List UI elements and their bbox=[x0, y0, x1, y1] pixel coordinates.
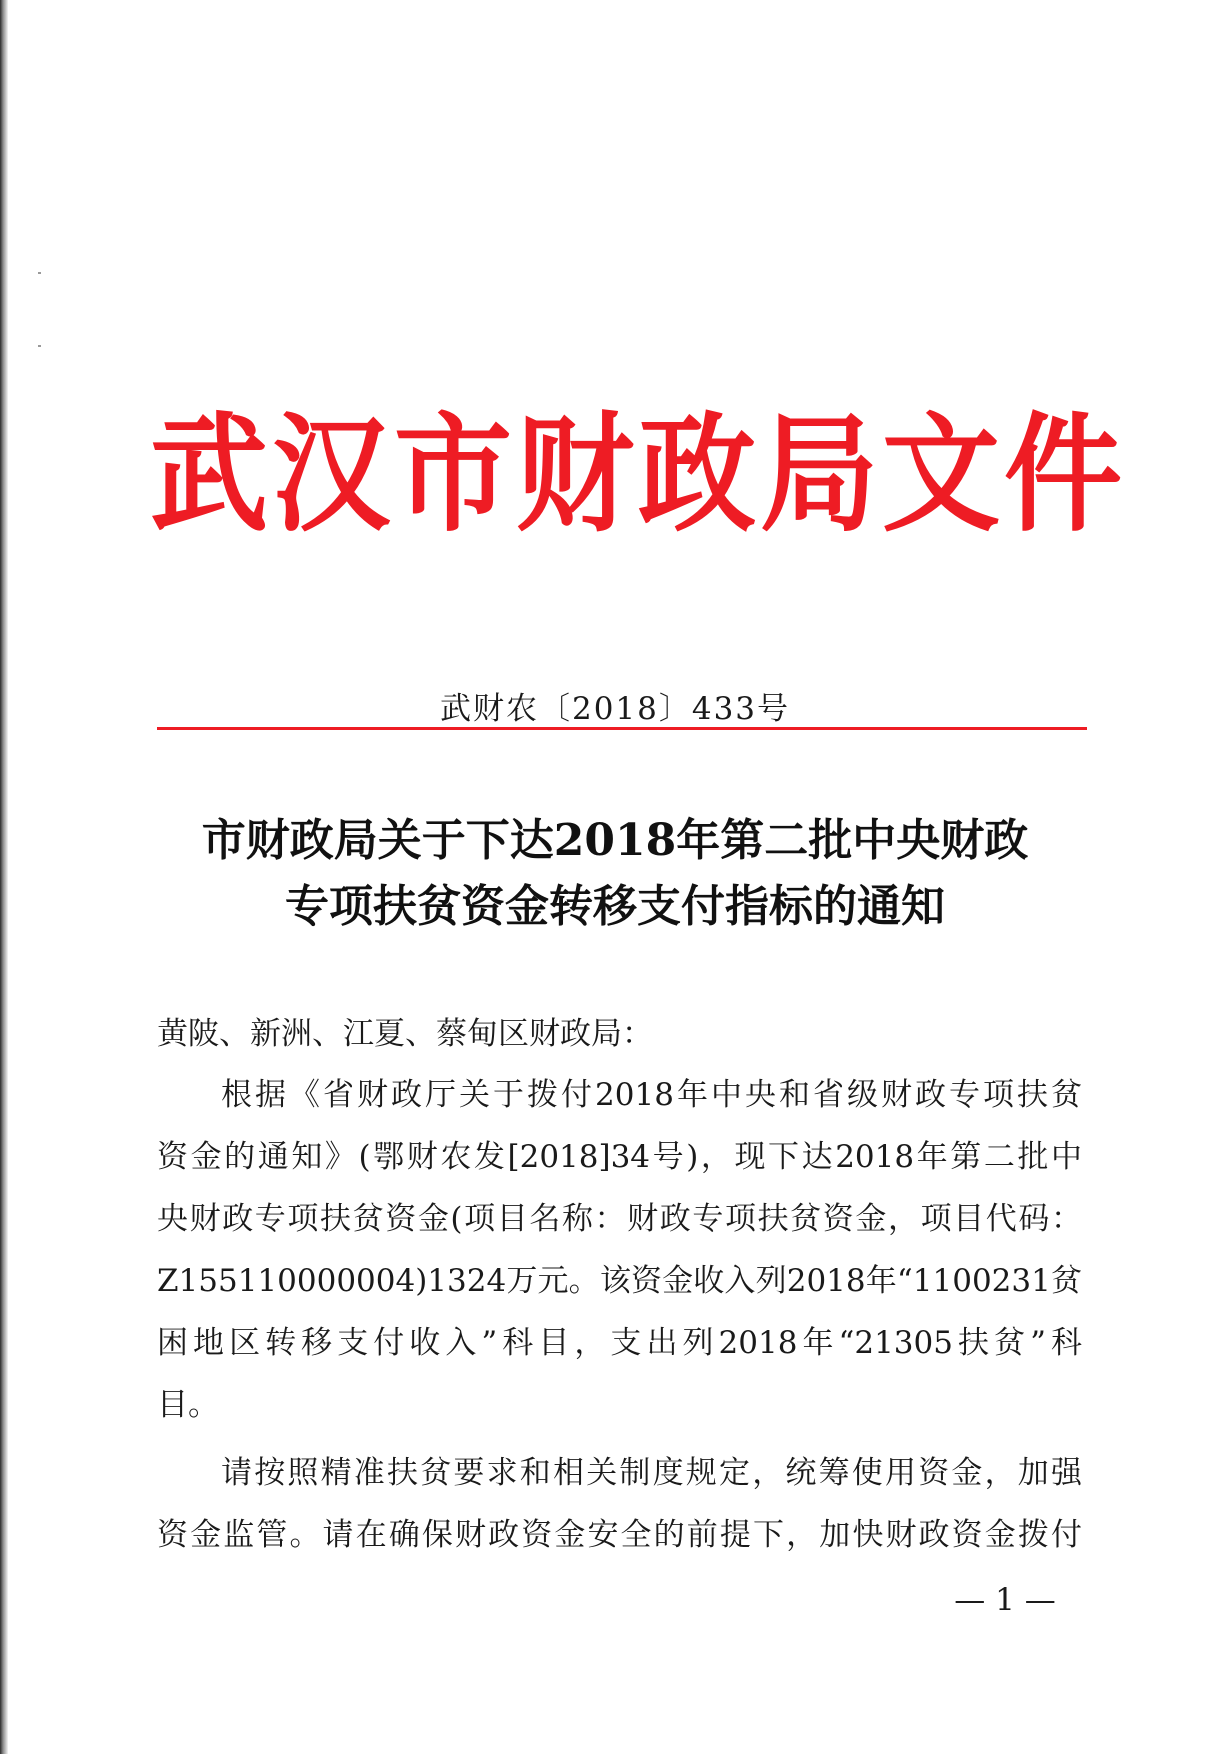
document-body bbox=[157, 1004, 1082, 1566]
paragraph-2 bbox=[157, 1442, 1082, 1566]
page-number: — 1 — bbox=[954, 1582, 1056, 1618]
red-masthead: 武汉市财政局文件 bbox=[150, 398, 1127, 549]
scan-speck bbox=[38, 272, 41, 274]
paragraph-2-line: 资金监管。请在确保财政资金安全的前提下，加快财政资金拨付 bbox=[157, 1517, 1082, 1553]
paragraph-1-line: Z155110000004)1324万元。该资金收入列2018年“1100231贫 bbox=[157, 1263, 1082, 1299]
title-line-1: 市财政局关于下达2018年第二批中央财政 bbox=[201, 815, 1029, 866]
paragraph-1-line: 根据《省财政厅关于拨付2018年中央和省级财政专项扶贫 bbox=[221, 1077, 1082, 1113]
paragraph-1-line: 资金的通知》(鄂财农发[2018]34号)，现下达2018年第二批中 bbox=[157, 1139, 1082, 1175]
title-line-2: 专项扶贫资金转移支付指标的通知 bbox=[285, 881, 945, 932]
document-number: 武财农〔2018〕433号 bbox=[439, 691, 791, 727]
document-title bbox=[150, 808, 1080, 940]
red-divider-line bbox=[157, 727, 1087, 730]
paragraph-1-line: 困地区转移支付收入”科目，支出列2018年“21305扶贫”科 bbox=[157, 1325, 1082, 1361]
paragraph-1-line: 央财政专项扶贫资金(项目名称：财政专项扶贫资金，项目代码： bbox=[157, 1201, 1082, 1237]
scan-shadow-edge bbox=[0, 0, 8, 1754]
addressee: 黄陂、新洲、江夏、蔡甸区财政局： bbox=[157, 1016, 653, 1052]
paragraph-1-line: 目。 bbox=[157, 1387, 219, 1423]
paragraph-2-line: 请按照精准扶贫要求和相关制度规定，统筹使用资金，加强 bbox=[221, 1455, 1082, 1491]
paragraph-1 bbox=[157, 1064, 1082, 1436]
scan-speck bbox=[38, 345, 41, 347]
